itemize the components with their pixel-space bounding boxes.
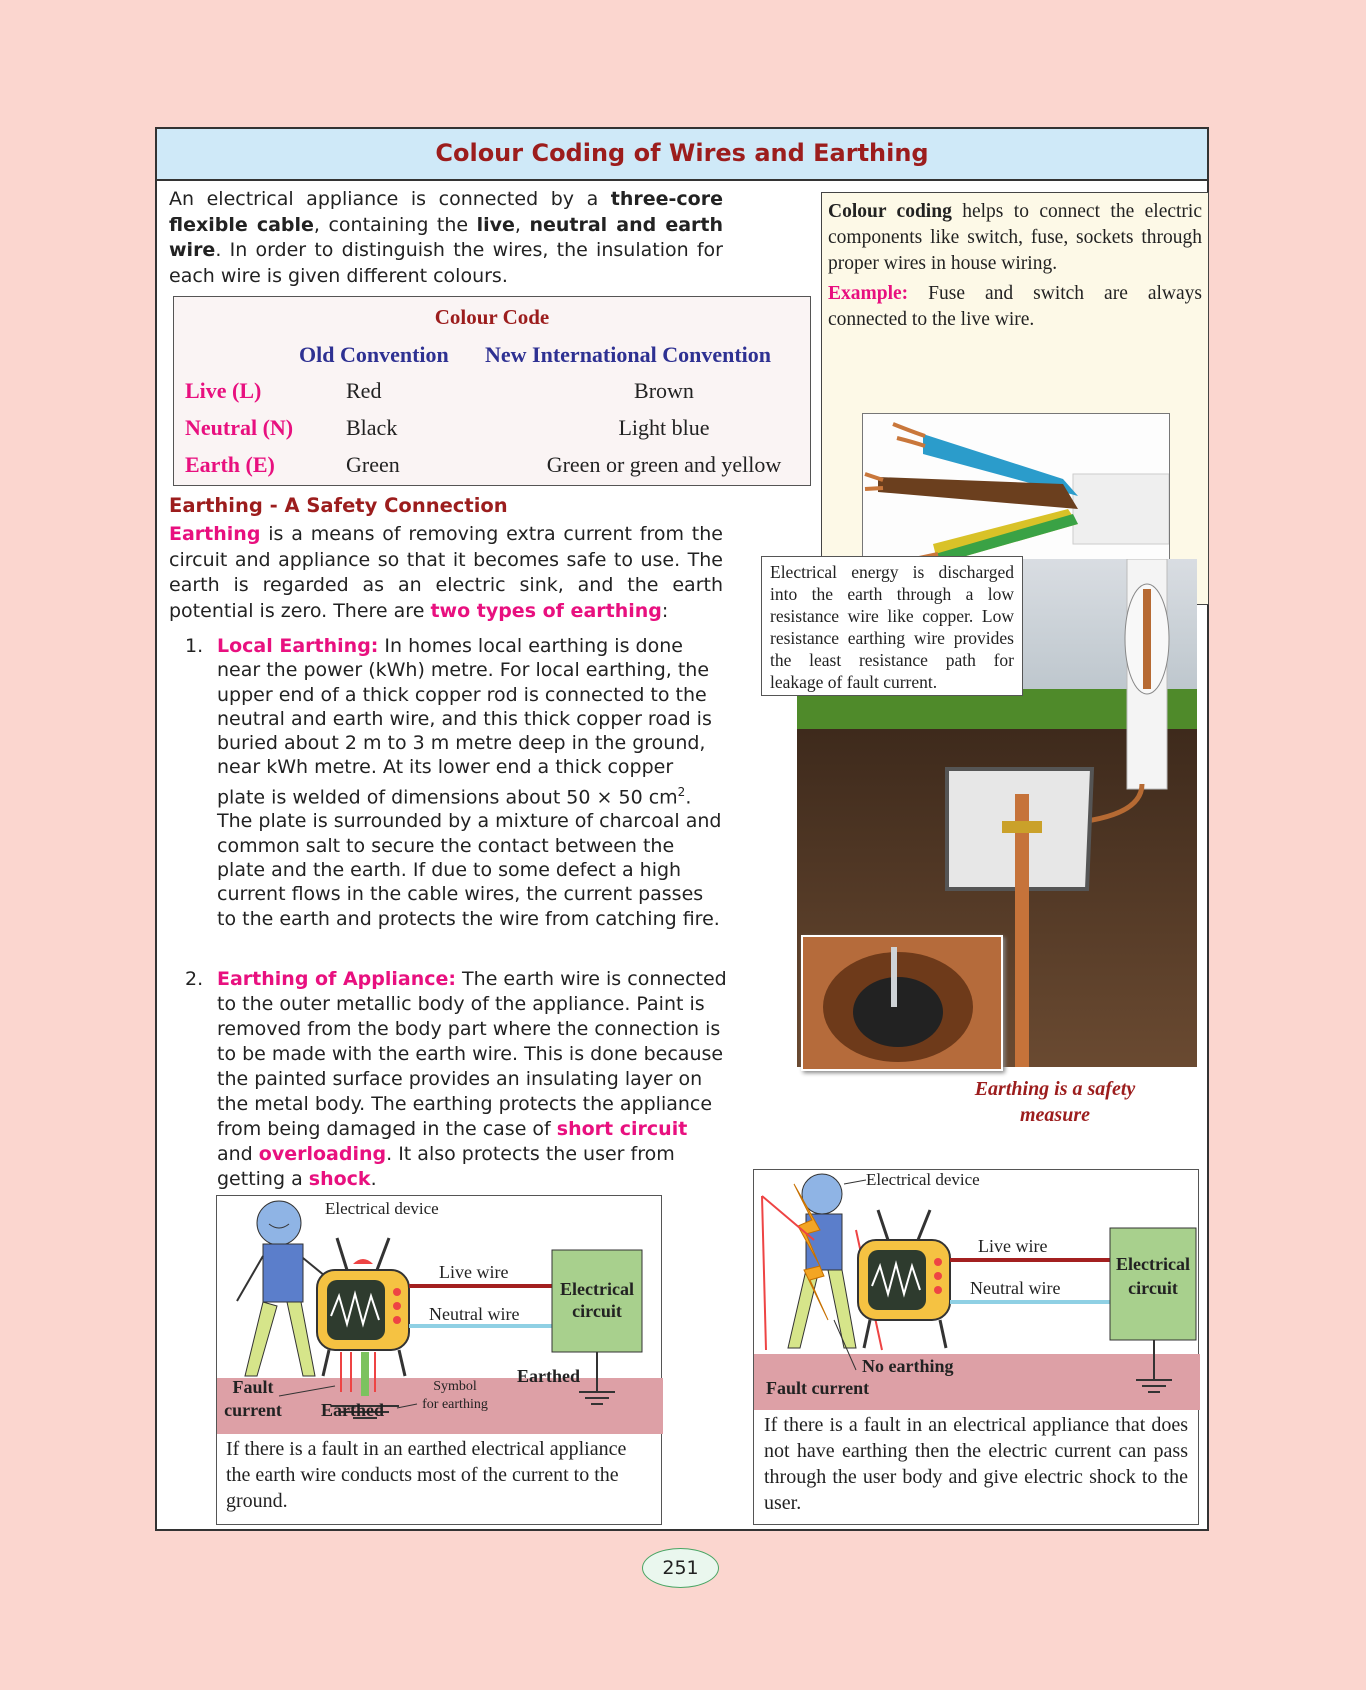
fault-line: Fault	[232, 1377, 274, 1397]
circuit-line: Electrical	[560, 1279, 634, 1299]
label-neutral-wire: Neutral wire	[429, 1304, 520, 1324]
list-item-appliance-earthing	[185, 967, 727, 1192]
circuit-line: circuit	[1128, 1278, 1178, 1298]
earthing-paragraph	[169, 522, 723, 624]
row-new: Green or green and yellow	[546, 452, 782, 477]
label-fault-current: Fault current	[766, 1378, 870, 1398]
label-earthed-ground: Earthed	[321, 1400, 384, 1420]
content-frame	[155, 127, 1209, 1531]
circuit-line: Electrical	[1116, 1254, 1190, 1274]
earthing-term: Earthing	[169, 523, 261, 545]
intro-text: , containing the	[313, 213, 477, 236]
local-earthing-label: Local Earthing:	[217, 635, 379, 657]
earthing-heading: Earthing - A Safety Connection	[169, 494, 508, 517]
list-number: 2.	[185, 968, 204, 990]
appliance-earthing-text: .	[370, 1168, 377, 1190]
info-text	[828, 199, 1202, 333]
intro-bold: live	[476, 213, 515, 236]
list-item-local-earthing	[185, 634, 727, 931]
two-types-term: two types of earthing	[430, 599, 662, 622]
label-electrical-circuit	[1110, 1252, 1196, 1300]
page-number: 251	[642, 1548, 719, 1588]
label-live-wire: Live wire	[439, 1262, 509, 1282]
label-earthing-symbol	[417, 1378, 493, 1414]
earthed-diagram-caption: If there is a fault in an earthed electrical appliance the earth wire conducts most of the current to the ground.	[226, 1438, 627, 1512]
info-body: helps to connect the electric components like switch, fuse, sockets through proper wires in house wiring.	[828, 201, 1202, 274]
unearthed-diagram-caption: If there is a fault in an electrical appliance that does not have earthing then the electric current can pass through the user body and give electric shock to the user.	[764, 1414, 1188, 1514]
label-device: Electrical device	[325, 1199, 439, 1218]
example-label: Example:	[828, 283, 909, 304]
example-text: Fuse and switch are always connected to the live wire.	[828, 283, 1202, 330]
new-convention-header: New International Convention	[485, 342, 772, 367]
intro-text: ,	[514, 213, 530, 236]
row-old: Black	[346, 415, 398, 440]
appliance-earthing-text: The earth wire is connected to the outer metallic body of the appliance. Paint is removed from the body part where the connection is to be made with the earth wire. This is done because the painted surface provides an insulating layer on the metal body. The earthing protects the appliance from being damaged in the case of	[217, 968, 727, 1140]
earthed-appliance-diagram	[216, 1195, 662, 1525]
overloading-term: overloading	[258, 1143, 387, 1165]
local-earthing-text: In homes local earthing is done near the power (kWh) metre. For local earthing, the upper end of a thick copper rod is connected to the neutral and earth wire, and this thick copper road is buried about 2 m to 3 m metre deep in the ground, near kWh metre. At its lower end a thick copper plate is welded of dimensions about 50 × 50 cm	[217, 635, 712, 809]
symbol-line: for earthing	[422, 1397, 488, 1412]
row-new: Light blue	[618, 415, 710, 440]
colour-coding-info-box	[821, 192, 1209, 605]
intro-text: . In order to distinguish the wires, the insulation for each wire is given different colours.	[169, 239, 723, 287]
old-convention-header: Old Convention	[299, 342, 449, 367]
row-label: Earth (E)	[185, 452, 275, 477]
label-device: Electrical device	[866, 1170, 980, 1189]
appliance-earthing-label: Earthing of Appliance:	[217, 968, 456, 990]
page-title: Colour Coding of Wires and Earthing	[157, 129, 1207, 181]
appliance-earthing-text: . It also protects the user from getting a	[217, 1143, 675, 1190]
label-neutral-wire: Neutral wire	[970, 1278, 1061, 1298]
label-electrical-circuit	[552, 1278, 642, 1322]
earthing-text: is a means of removing extra current from the circuit and appliance so that it becomes safe to use. The earth is regarded as an electric sink, and the earth potential is zero. There are	[169, 523, 723, 622]
row-label: Live (L)	[185, 378, 262, 403]
shock-term: shock	[308, 1168, 371, 1190]
earthing-text: :	[661, 599, 669, 622]
local-earthing-text: . The plate is surrounded by a mixture of charcoal and common salt to secure the contact between the plate and the earth. If due to some defect a high current flows in the cable wires, the current passes to the earth and protects the wire from catching fire.	[217, 786, 722, 930]
symbol-line: Symbol	[433, 1379, 477, 1394]
row-new: Brown	[634, 378, 694, 403]
intro-paragraph	[169, 187, 723, 289]
earthing-note-box: Electrical energy is discharged into the earth through a low resistance wire like copper. Low resistance earthing wire provides the least resistance path for leakage of fault current.	[761, 556, 1023, 696]
pit-photo	[801, 935, 1003, 1071]
row-old: Red	[346, 378, 382, 403]
label-no-earthing: No earthing	[862, 1356, 954, 1376]
intro-bold: neutral and earth wire	[169, 213, 724, 261]
label-live-wire: Live wire	[978, 1236, 1048, 1256]
short-circuit-term: short circuit	[556, 1118, 688, 1140]
label-fault-current	[223, 1376, 283, 1422]
superscript: 2	[677, 784, 686, 799]
info-bold: Colour coding	[828, 201, 952, 222]
list-number: 1.	[185, 635, 204, 657]
intro-text: An electrical appliance is connected by a	[169, 188, 611, 210]
fault-line: current	[224, 1400, 282, 1420]
circuit-line: circuit	[572, 1301, 622, 1321]
label-earthed: Earthed	[517, 1366, 580, 1386]
appliance-earthing-text: and	[217, 1143, 259, 1165]
row-old: Green	[346, 452, 400, 477]
colour-code-title: Colour Code	[434, 305, 550, 329]
photo-caption: Earthing is a safety measure	[974, 1078, 1136, 1126]
colour-code-table	[173, 296, 811, 486]
unearthed-appliance-diagram	[753, 1169, 1199, 1525]
intro-bold: three-core flexible cable	[169, 188, 723, 236]
row-label: Neutral (N)	[185, 415, 294, 440]
